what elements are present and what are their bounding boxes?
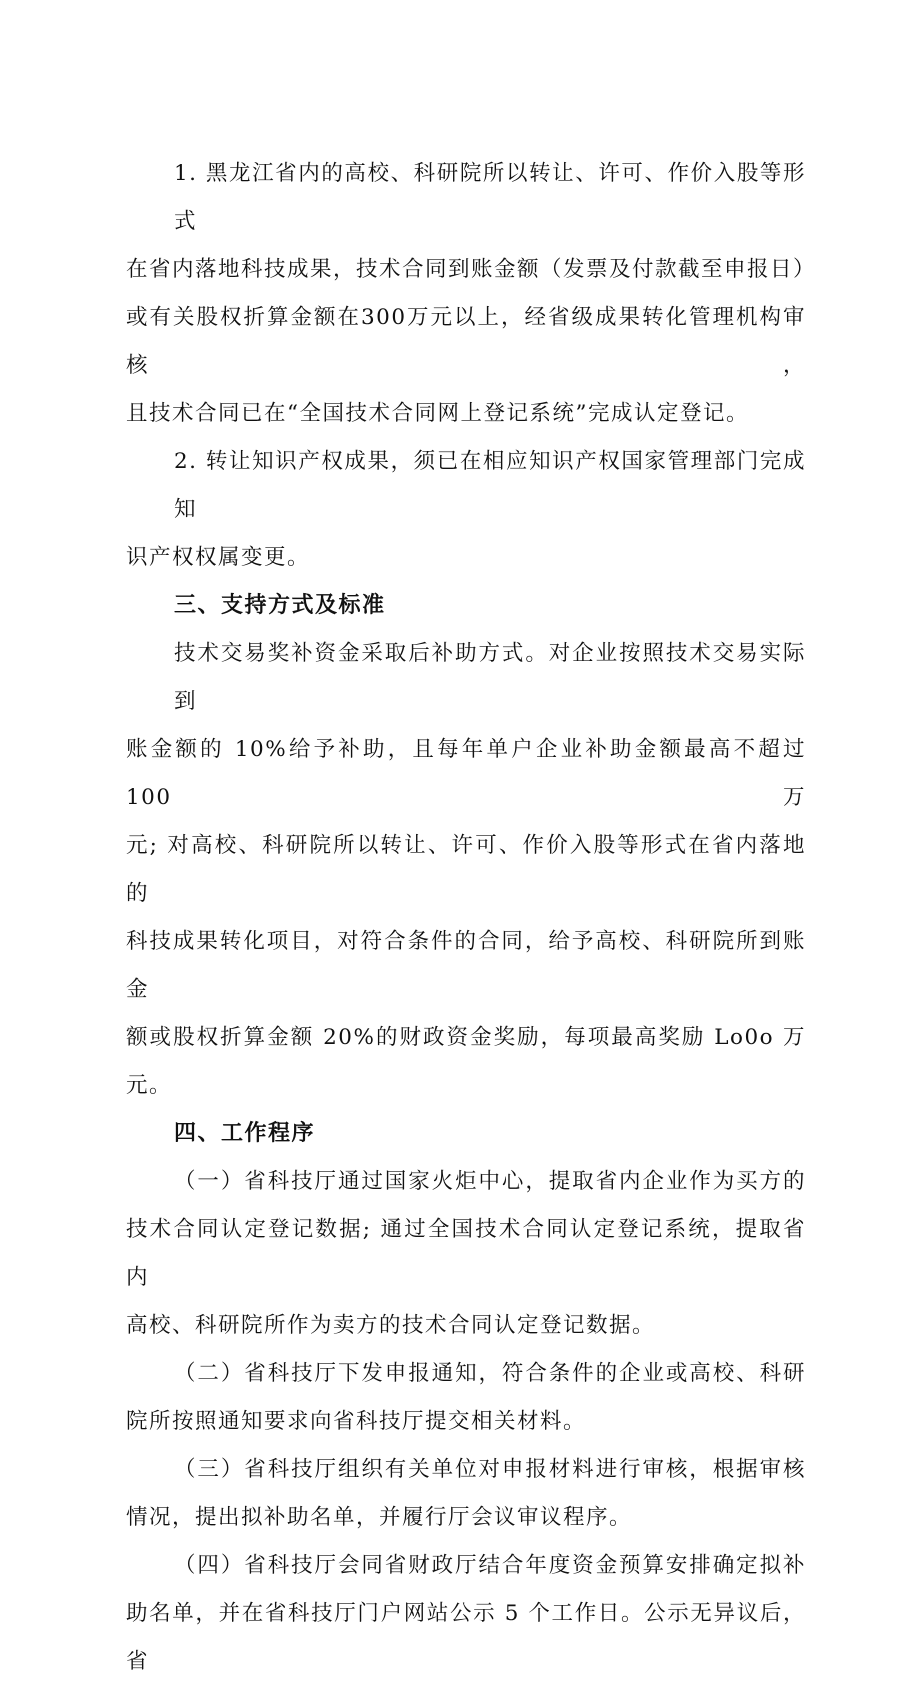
text-line: （四）省科技厅会同省财政厅结合年度资金预算安排确定拟补 <box>174 1553 806 1578</box>
paragraph-1 <box>126 150 817 438</box>
text-line: 元; 对高校、科研院所以转让、许可、作价入股等形式在省内落地的 <box>126 833 806 906</box>
paragraph-support-standard <box>126 630 806 1110</box>
text-line: 识产权权属变更。 <box>126 545 311 570</box>
paragraph-2 <box>126 438 806 582</box>
text-line: 且技术合同已在“全国技术合同网上登记系统”完成认定登记。 <box>126 401 749 426</box>
text-line: 情况，提出拟补助名单，并履行厅会议审议程序。 <box>126 1505 633 1530</box>
procedure-item-2 <box>126 1350 806 1446</box>
text-line: 在省内落地科技成果，技术合同到账金额（发票及付款截至申报日） <box>126 257 817 282</box>
procedure-item-1 <box>126 1158 806 1350</box>
text-line: 技术合同认定登记数据; 通过全国技术合同认定登记系统，提取省内 <box>126 1217 806 1290</box>
text-line: （二）省科技厅下发申报通知，符合条件的企业或高校、科研 <box>174 1361 806 1386</box>
section-heading-procedure: 四、工作程序 <box>174 1121 316 1146</box>
procedure-item-3 <box>126 1446 806 1542</box>
procedure-item-4 <box>126 1542 806 1686</box>
text-line: 技术交易奖补资金采取后补助方式。对企业按照技术交易实际到 <box>174 641 806 714</box>
text-line: （三）省科技厅组织有关单位对申报材料进行审核，根据审核 <box>174 1457 806 1482</box>
text-line: 助名单，并在省科技厅门户网站公示 5 个工作日。公示无异议后，省 <box>126 1601 806 1674</box>
text-line: 院所按照通知要求向省科技厅提交相关材料。 <box>126 1409 587 1434</box>
text-line: （一）省科技厅通过国家火炬中心，提取省内企业作为买方的 <box>174 1169 806 1194</box>
text-line: 账金额的 10%给予补助，且每年单户企业补助金额最高不超过 100 万 <box>126 737 806 810</box>
text-line: 高校、科研院所作为卖方的技术合同认定登记数据。 <box>126 1313 656 1338</box>
text-line: 或有关股权折算金额在300万元以上，经省级成果转化管理机构审核， <box>126 305 806 378</box>
document-page <box>126 150 817 1686</box>
section-heading-support: 三、支持方式及标准 <box>174 593 386 618</box>
text-line: 1. 黑龙江省内的高校、科研院所以转让、许可、作价入股等形式 <box>174 161 806 234</box>
text-line: 科技成果转化项目，对符合条件的合同，给予高校、科研院所到账金 <box>126 929 806 1002</box>
text-line: 额或股权折算金额 20%的财政资金奖励，每项最高奖励 Lo0o 万元。 <box>126 1025 806 1098</box>
text-line: 2. 转让知识产权成果，须已在相应知识产权国家管理部门完成知 <box>174 449 806 522</box>
